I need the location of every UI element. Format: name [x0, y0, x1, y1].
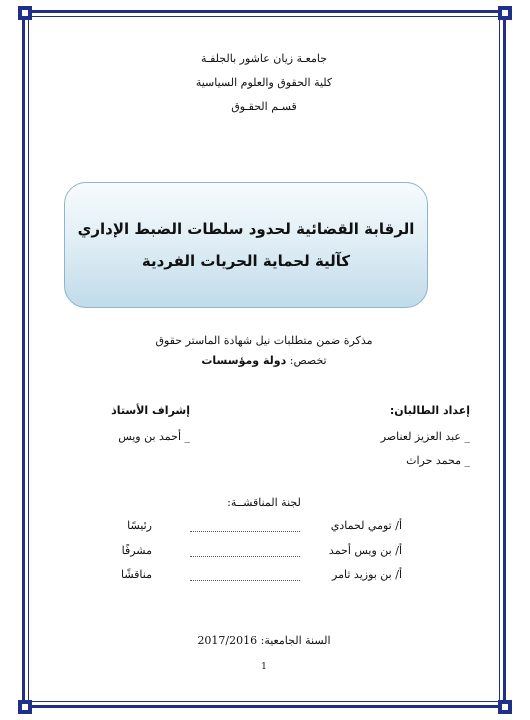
specialty-line — [28, 354, 500, 367]
specialty-value: دولة ومؤسسات — [201, 354, 287, 367]
student-name: _ محمد حراث — [406, 454, 470, 467]
committee-member-name: أ/ بن ويس أحمد — [328, 544, 402, 557]
university-name: جامعـة زيان عاشور بالجلفـة — [200, 52, 328, 65]
border-corner-ornament — [18, 6, 32, 20]
border-corner-ornament — [498, 700, 512, 714]
committee-member-role: مناقشًا — [121, 568, 152, 581]
committee-heading: لجنة المناقشــة: — [227, 496, 301, 509]
committee-member-name: أ/ بن بوزيد ثامر — [332, 568, 402, 581]
thesis-title-box — [64, 182, 428, 308]
committee-member-role: رئيسًا — [127, 519, 152, 532]
committee-member-role: مشرفًا — [121, 544, 152, 557]
border-corner-ornament — [498, 6, 512, 20]
memo-description: مذكرة ضمن متطلبات نيل شهادة الماستر حقوق — [155, 334, 373, 347]
faculty-name: كلية الحقوق والعلوم السياسية — [195, 76, 333, 89]
dotted-leader — [190, 580, 300, 581]
student-name: _ عبد العزيز لعناصر — [380, 430, 470, 443]
department-name: قسـم الحقـوق — [231, 100, 297, 113]
supervisor-heading: إشراف الأستاذ — [111, 404, 190, 417]
page-number: 1 — [261, 662, 267, 672]
thesis-title-line-2: كآلية لحماية الحريات الفردية — [141, 252, 351, 270]
committee-member-name: أ/ تومي لحمادي — [330, 519, 402, 532]
dotted-leader — [190, 531, 300, 532]
border-corner-ornament — [18, 700, 32, 714]
dotted-leader — [190, 556, 300, 557]
supervisor-name: _ أحمد بن ويس — [118, 430, 190, 443]
academic-year: السنة الجامعية: 2017/2016 — [197, 634, 331, 647]
students-heading: إعداد الطالبان: — [389, 404, 470, 417]
thesis-title-line-1: الرقابة القضائية لحدود سلطات الضبط الإداري — [77, 220, 415, 238]
specialty-label: تخصص: — [289, 354, 327, 367]
